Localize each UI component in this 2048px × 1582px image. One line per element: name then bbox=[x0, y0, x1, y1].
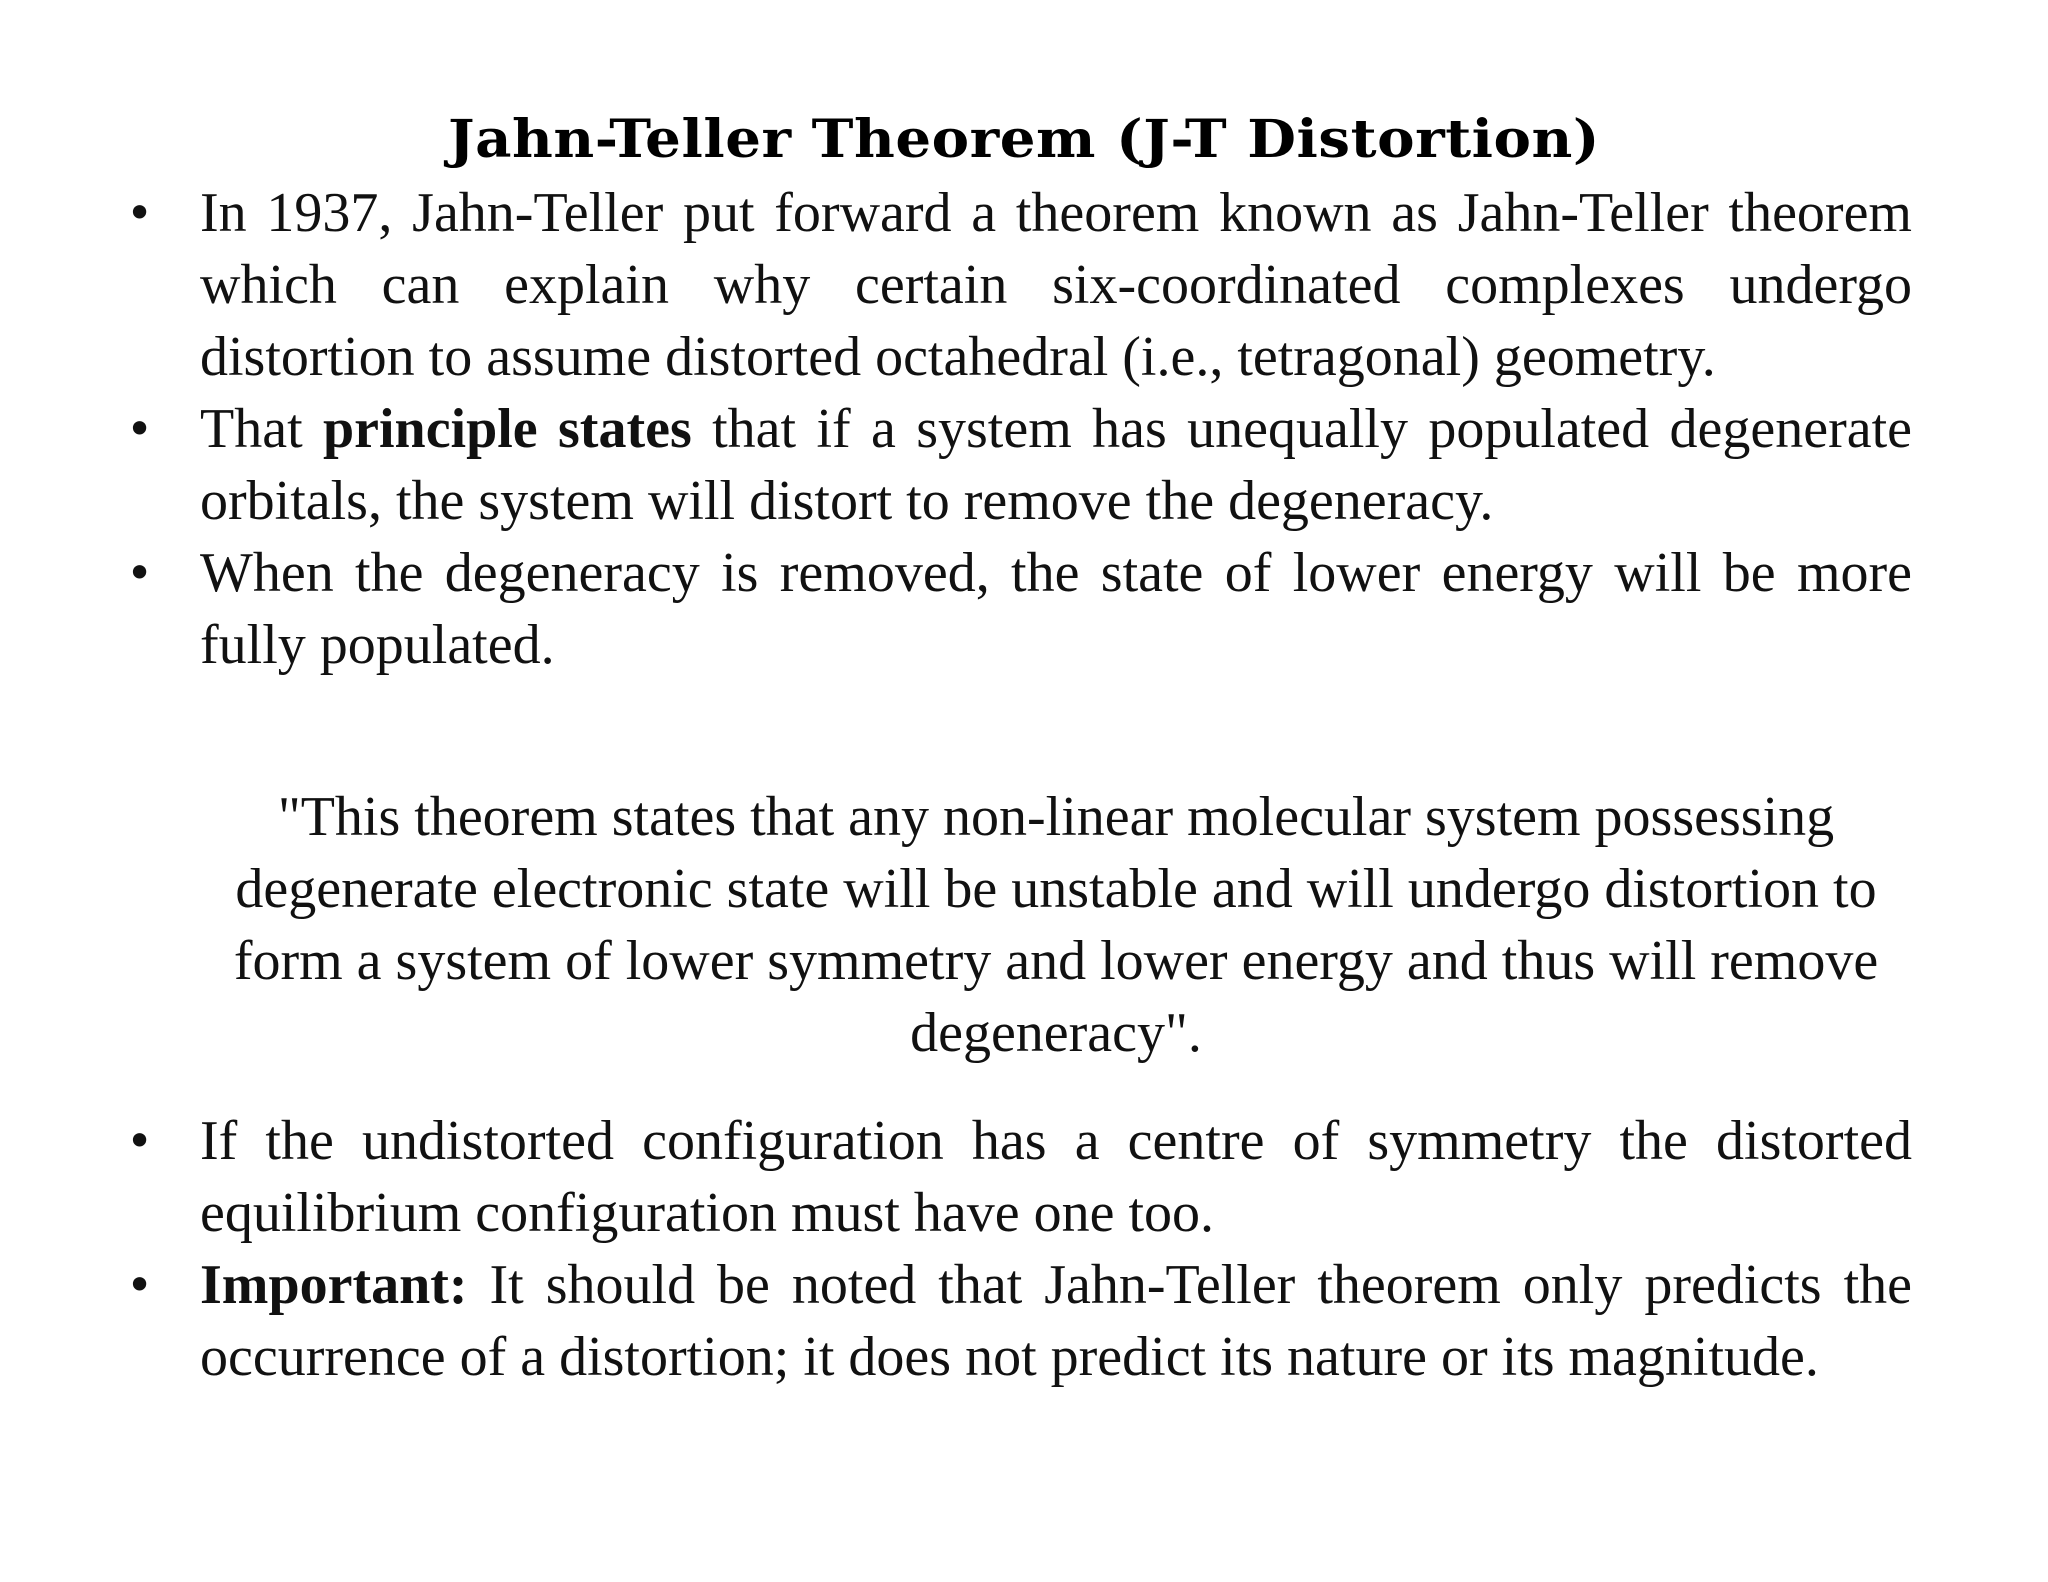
bullet-text: In 1937, Jahn-Teller put forward a theorem known as Jahn-Teller theorem which can explain why certain six-coordinated complexes undergo distortion to assume distorted octahedral (i.e., tetragonal) geometry. bbox=[200, 182, 1912, 388]
bullet-icon: • bbox=[126, 402, 154, 456]
bullet-list-top bbox=[126, 177, 1912, 681]
bullet-icon: • bbox=[126, 186, 154, 240]
bullet-item-centre-of-symmetry bbox=[126, 1105, 1912, 1249]
bullet-item-1937-theorem bbox=[126, 177, 1912, 393]
bullet-text-bold: principle states bbox=[322, 398, 692, 460]
theorem-quote: "This theorem states that any non-linear molecular system possessing degenerate electronic state will be unstable and will undergo distortion to form a system of lower symmetry and lower energy and thus will remove degeneracy". bbox=[233, 786, 1879, 1064]
bullet-item-principle bbox=[126, 393, 1912, 537]
bullet-icon: • bbox=[126, 1114, 154, 1168]
bullet-text: If the undistorted configuration has a centre of symmetry the distorted equilibrium configuration must have one too. bbox=[200, 1110, 1912, 1244]
bullet-text: When the degeneracy is removed, the state of lower energy will be more fully populated. bbox=[200, 542, 1912, 676]
bullet-text-post: It should be noted that Jahn-Teller theorem only predicts the occurrence of a distortion; it does not predict its nature or its magnitude. bbox=[200, 1254, 1912, 1388]
bullet-item-degeneracy-removed bbox=[126, 537, 1912, 681]
bullet-text-post: that if a system has unequally populated degenerate orbitals, the system will distort to remove the degeneracy. bbox=[200, 398, 1912, 532]
bullet-text-pre: That bbox=[200, 398, 323, 460]
bullet-text-bold: Important: bbox=[200, 1254, 468, 1316]
bullet-list-bottom bbox=[126, 1105, 1912, 1393]
bullet-icon: • bbox=[126, 1258, 154, 1312]
bullet-item-important bbox=[126, 1249, 1912, 1393]
slide-title: Jahn-Teller Theorem (J-T Distortion) bbox=[447, 109, 1601, 170]
bullet-icon: • bbox=[126, 546, 154, 600]
